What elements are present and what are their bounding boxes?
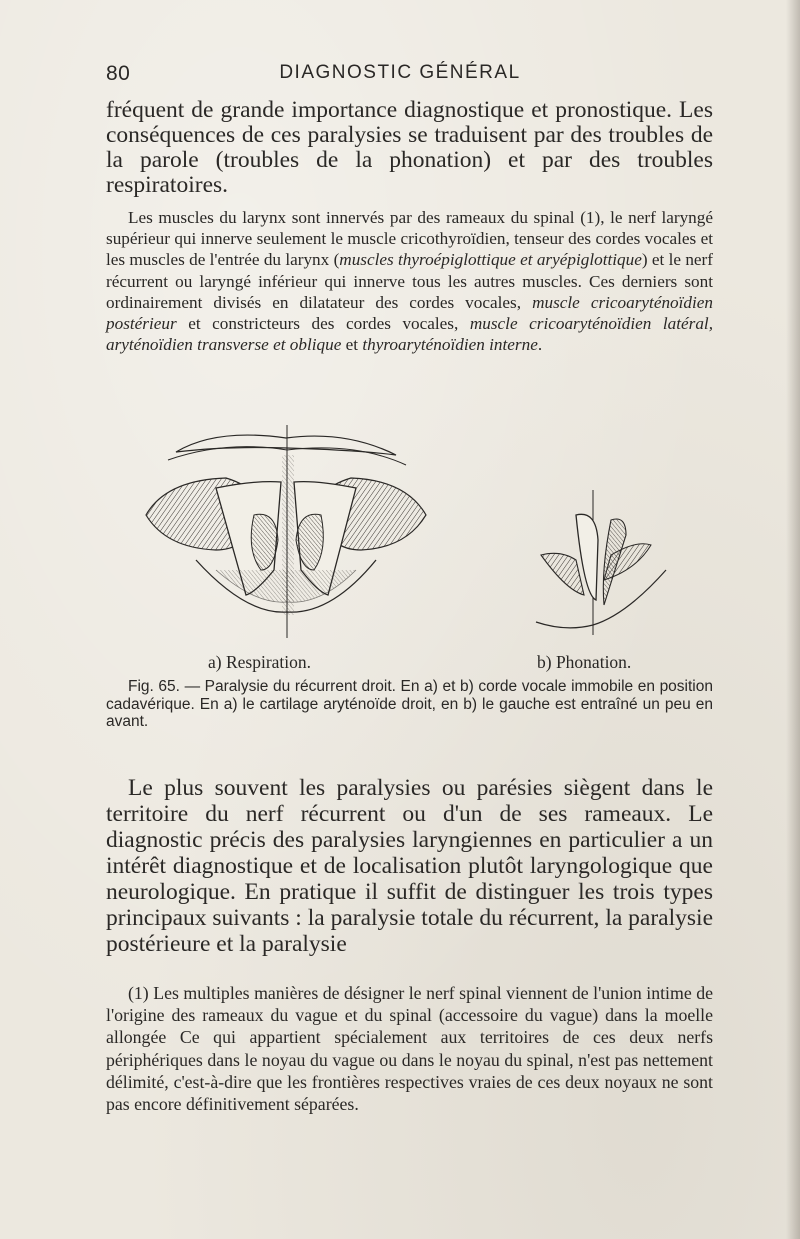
figure-65 bbox=[106, 420, 713, 660]
paragraph-paralysis-types: Le plus souvent les paralysies ou parésies siègent dans le territoire du nerf récurrent ou d'un de ses rameaux. Le diagnostic précis des paralysies laryngiennes en particulier a un intérêt diagnostique et de localisation plutôt laryngologique que neurologique. En pratique il suffit de distinguer les trois types principaux suivants : la paralysie totale du récurrent, la paralysie postérieure et la paralysie bbox=[106, 775, 713, 957]
figure-caption-a: a) Respiration. bbox=[208, 652, 312, 672]
paragraph-continuation: fréquent de grande importance diagnostique et pronostique. Les conséquences de ces paralysies se traduisent par des troubles de la parole (troubles de la phonation) et par des troubles respiratoires. bbox=[106, 97, 713, 198]
larynx-illustration bbox=[106, 420, 713, 660]
figure-caption-b: b) Phonation. bbox=[537, 652, 632, 672]
running-head: DIAGNOSTIC GÉNÉRAL bbox=[279, 62, 521, 83]
italic-muscle-names: thyroaryténoïdien interne bbox=[362, 335, 538, 355]
page-number: 80 bbox=[106, 62, 131, 85]
paragraph-text-segment: ) et le nerf récurrent ou laryngé inférieur qui innerve tous les autres muscles. Ces derniers sont ordinairement divisés en dilatateur des cordes vocales, bbox=[106, 250, 714, 312]
larynx-respiration-drawing bbox=[146, 425, 426, 638]
footnote-1: (1) Les multiples manières de désigner le nerf spinal viennent de l'union intime de l'origine des rameaux du vague et du spinal (accessoire du vague) dans la moelle allongée Ce qui appartient spécialement aux territoires de ces deux nerfs périphériques dans le noyau du vague ou dans le noyau du spinal, n'est pas nettement délimité, c'est-à-dire que les frontières respectives vraies de ces deux noyaux ne sont pas encore définitivement séparées. bbox=[106, 983, 713, 1115]
italic-muscle-names: muscle cricoaryténoïdien latéral, aryténoïdien transverse et oblique bbox=[106, 314, 713, 355]
larynx-phonation-drawing bbox=[536, 490, 666, 635]
figure-legend: Fig. 65. — Paralysie du récurrent droit. En a) et b) corde vocale immobile en position cadavérique. En a) le cartilage aryténoïde droit, en b) le gauche est entraîné un peu en avant. bbox=[106, 678, 713, 730]
paragraph-text-segment: Les muscles du larynx sont innervés par des rameaux du spinal (1), le nerf laryngé supérieur qui innerve seulement le muscle cricothyroïdien, tenseur des cordes vocales et les muscles de l'entrée du larynx ( bbox=[106, 208, 713, 270]
page-edge-shadow bbox=[786, 0, 800, 1239]
paragraph-innervation bbox=[106, 207, 713, 355]
paragraph-text-segment: et bbox=[341, 335, 363, 355]
paragraph-text-segment: et constricteurs des cordes vocales, bbox=[176, 314, 470, 334]
paragraph-text-segment: . bbox=[537, 335, 543, 355]
italic-muscle-names: muscle cricoaryténoïdien postérieur bbox=[106, 292, 713, 334]
italic-muscle-names: muscles thyroépiglottique et aryépiglottique bbox=[339, 250, 642, 270]
